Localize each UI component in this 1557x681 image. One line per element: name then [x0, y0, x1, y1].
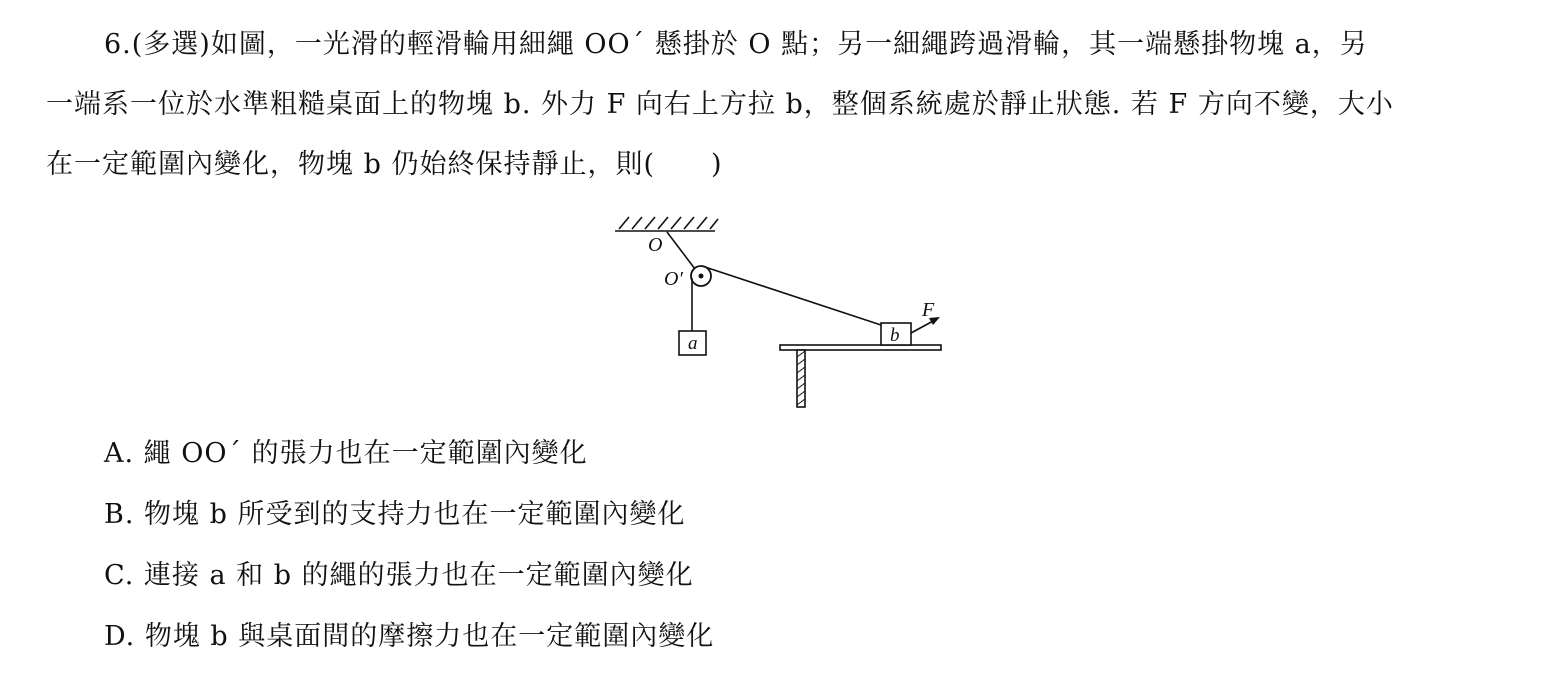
label-b: b — [890, 325, 900, 346]
question-line-3: 在一定範圍內變化，物塊 b 仍始終保持靜止，則( ) — [46, 149, 723, 180]
label-o-prime: O′ — [664, 268, 683, 290]
question-line-2: 一端系一位於水準粗糙桌面上的物塊 b. 外力 F 向右上方拉 b，整個系統處於靜止狀態. 若 F 方向不變，大小 — [46, 89, 1394, 120]
pulley-diagram — [600, 205, 960, 420]
option-c[interactable]: C. 連接 a 和 b 的繩的張力也在一定範圍內變化 — [104, 560, 694, 591]
option-b[interactable]: B. 物塊 b 所受到的支持力也在一定範圍內變化 — [104, 499, 686, 530]
rope-to-b — [702, 266, 881, 325]
option-d[interactable]: D. 物塊 b 與桌面間的摩擦力也在一定範圍內變化 — [104, 621, 715, 652]
option-a[interactable]: A. 繩 OO´ 的張力也在一定範圍內變化 — [104, 438, 588, 469]
label-o: O — [648, 234, 663, 256]
pulley-axle — [699, 274, 704, 279]
question-line-1: 6.(多選)如圖，一光滑的輕滑輪用細繩 OO´ 懸掛於 O 點；另一細繩跨過滑輪，其一端懸掛物塊 a，另 — [104, 29, 1368, 60]
label-a: a — [688, 333, 698, 354]
rope-oo-prime — [667, 232, 695, 269]
ceiling — [615, 217, 718, 231]
label-f: F — [922, 299, 935, 321]
